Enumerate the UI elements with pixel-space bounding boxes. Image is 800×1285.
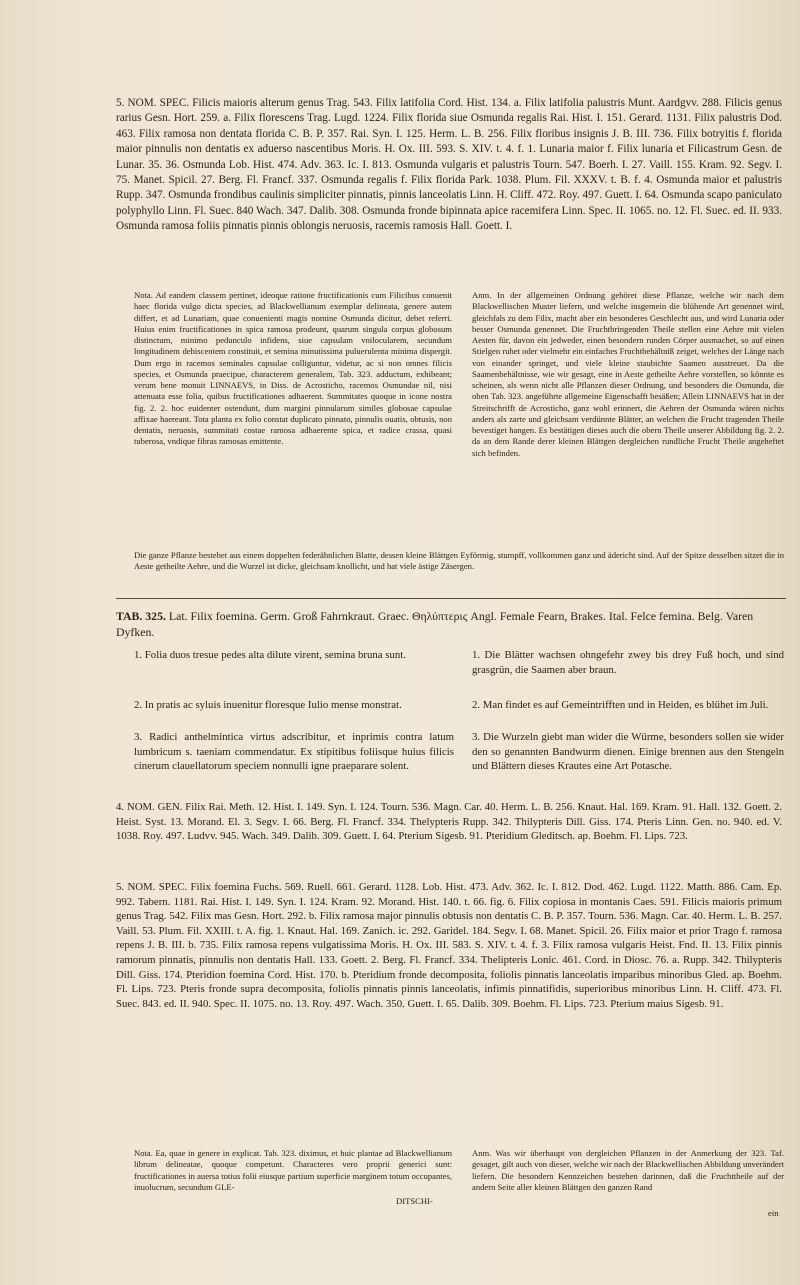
tab-names: Lat. Filix foemina. Germ. Groß Fahrnkraut. Graec. Θηλύπτερις Angl. Female Fearn, Brakes. Ital. Felce femina. Belg. Varen Dyfken. [116, 609, 754, 639]
section-divider [116, 598, 786, 599]
catchword-german: ein [768, 1208, 779, 1218]
nom-gen-filix: 4. NOM. GEN. Filix Rai. Meth. 12. Hist. I. 149. Syn. I. 124. Tourn. 536. Magn. Car. 40. Herm. L. B. 256. Knaut. Hal. 169. Kram. 91. Hall. 132. Goett. 2. Heist. Syst. 13. Morand. El. 3. Segv. I. 66. Berg. Fl. Francf. 334. Thelypteris Rupp. 342. Thilypteris Dill. Giss. 174. Pteris Linn. Gen. no. 940. ed. V. 1038. Roy. 497. Ludvv. 945. Wach. 349. Dalib. 309. Guett. I. 64. Pterium Sigesb. 91. Pteridium Gleditsch. ap. Boehm. Fl. Lips. 723. [116, 801, 782, 843]
item-1-german: 1. Die Blätter wachsen ohngefehr zwey bis drey Fuß hoch, und sind grasgrün, die Saamen aber braun. [472, 649, 784, 676]
item-1-latin: 1. Folia duos tresue pedes alta dilute virent, semina bruna sunt. [134, 649, 406, 661]
catchword-latin: DITSCHI- [396, 1196, 433, 1206]
tab-label: TAB. 325. [116, 609, 166, 623]
item-2-latin: 2. In pratis ac syluis inuenitur floresque Iulio mense monstrat. [134, 699, 402, 711]
anmerkung-german-filix: Anm. Was wir überhaupt von dergleichen Pflanzen in der Anmerkung der 323. Taf. gesaget, gilt auch von dieser, welche wir nach der Blackwellischen Abbildung unverändert liefern. Die besondern Kennzeichen bestehen darinnen, daß die Fruchttheile auf der andern Seite aller kleinen Blättgen den ganzen Rand [472, 1148, 784, 1192]
item-3-german: 3. Die Wurzeln giebt man wider die Würme, besonders sollen sie wider den so genannten Bandwurm dienen. Einige brennen aus den Stengeln und Blättern dieses Krautes eine Art Potasche. [472, 731, 784, 773]
item-2-german: 2. Man findet es auf Gemeintrifften und in Heiden, es blühet im Juli. [472, 699, 769, 711]
nota-latin-osmunda: Nota. Ad eandem classem pertinet, ideoque ratione fructificationis cum Filicibus conuenit haec florida vulgo dicta species, ad Blackwellianum exemplar delineata, genere autem differt, et ad Lunariam, quae conuenienti magis nomine Osmunda dicitur, debet referri. Huius enim fructificationes in spica ramosa prodeunt, quarum singula corpus globosum distinctum, minimo pedunculo infidens, siue capsulam vnilocularem, secundum longitudinem dehiscentem constituit, et semina minutissima puluerulenta minima dispergit. Dum ergo in racemos seminales capsulae colliguntur, videtur, ac si non omnes filicis species, et Osmunda praecipue, characterem generalem, Tab. 323. adductum, exhibeant; verum bene monuit LINNAEVS, in Diss. de Acrosticho, racemos Osmundae nil, nisi attenuata esse folia, quibus fructificationes adhaerent. Summitates quoque in icone nostra fig. 2. 2. hoc euidenter ostendunt, dum margini pinnularum similes globosae capsulae affixae haereant. Tota planta ex folio constat duplicato pinnato, pinnulis ouatis, obtusis, non dentatis, neruosis, summitati costae ramosa adhaerente spica, et radice crassa, quasi tuberosa, vndique fibras ramosas emittente. [134, 290, 452, 447]
anmerkung-german-continued: Die ganze Pflanze bestehet aus einem doppelten federähnlichen Blatte, dessen kleine Blättgen Eyförmig, stumpff, vollkommen ganz und ädericht sind. Auf der Spitze desselben sitzet die in Aeste getheilte Aehre, und die Wurzel ist dicke, gleichsam knollicht, und hat viele ästige Zäsergen. [134, 550, 784, 572]
tab-325-heading [116, 608, 786, 640]
anmerkung-german-osmunda: Anm. In der allgemeinen Ordnung gehöret diese Pflanze, welche wir nach dem Blackwellischen Muster liefern, und welche insgemein die blühende Art genennet wird, gleichfals zu dem Filix, macht aber ein besonderes Geschlecht aus, und wird Lunaria oder besser Osmunda genennet. Die Fruchtbringenden Theile stellen eine Aehre mit vielen Aesten für, davon ein jedweder, einen besondern runden Cörper ausmachet, so auf einen Stielgen ruhet oder vielmehr ein einfaches Fruchtbehältniß zeiget, welches der Länge nach von einander springet, und viele kleine staubichte Saamen ausstreuet. Da die Saamenbehältnisse, wie wir gesagt, eine in Aeste getheilte Aehre vorstellen, so könnte es scheinen, als wenn nicht alle Pflanzen dieser Ordnung, und besonders die Osmunda, die oben Tab. 323. angeführte allgemeine Eigenschafft besäßen; Allein LINNAEVS hat in der Streitschrifft de Acrosticho, ganz wohl erinnert, die Aehren der Osmunda wären nichts anders als zarte und gleichsam verdünnte Blätter, an welchen die Frucht tragenden Theile bevestiget hangen. Es bestätigen dieses auch die obern Theile unserer Abbildung fig. 2. 2. da an dem Rande derer kleinen Blättgen dergleichen rundliche Frucht Theile angeheftet sich befinden. [472, 290, 784, 458]
nom-spec-osmunda: 5. NOM. SPEC. Filicis maioris alterum genus Trag. 543. Filix latifolia Cord. Hist. 134. a. Filix latifolia palustris Munt. Aardgvv. 288. Filicis genus rarius Gesn. Hort. 259. a. Filix florescens Trag. Lugd. 1224. Filix florida siue Osmunda regalis Rai. Hist. I. 151. Gerard. 1131. Filix palustris Dod. 463. Filix ramosa non dentata florida C. B. P. 357. Rai. Syn. I. 125. Herm. L. B. 256. Filix floribus insignis J. B. III. 736. Filix botryitis f. florida maior pinnulis non dentatis ex aduerso nascentibus Moris. H. Ox. III. 593. S. XIV. t. 4. f. 1. Lunaria maior f. Filix lunaria et Filicastrum Gesn. de Lunar. 35. 36. Osmunda Lob. Hist. 474. Adv. 363. Ic. I. 813. Osmunda vulgaris et palustris Tourn. 547. Boerh. I. 27. Vaill. 155. Kram. 92. Segv. I. 75. Manet. Spicil. 27. Berg. Fl. Francf. 337. Osmunda regalis f. Filix florida Park. 1038. Plum. Fil. XXXV. t. B. f. 4. Osmunda maior et palustris Rupp. 347. Osmunda frondibus caulinis simpliciter pinnatis, pinnis lanceolatis Linn. H. Cliff. 472. Roy. 497. Guett. I. 64. Osmunda scapo paniculato polyphyllo Linn. Fl. Suec. 840 Wach. 347. Dalib. 308. Osmunda fronde bipinnata apice racemifera Linn. Spec. II. 1065. no. 12. Fl. Suec. ed. II. 933. Osmunda ramosa foliis pinnatis pinnis oblongis neruosis, racemis ramosis Hall. Goett. I. [116, 97, 782, 233]
nom-spec-filix-foemina: 5. NOM. SPEC. Filix foemina Fuchs. 569. Ruell. 661. Gerard. 1128. Lob. Hist. 473. Adv. 362. Ic. I. 812. Dod. 462. Lugd. 1122. Matth. 886. Cam. Ep. 992. Tabern. 1181. Rai. Hist. I. 149. Syn. I. 124. Kram. 92. Morand. Hist. 140. t. 66. fig. 6. Filix copiosa in montanis Caes. 591. Filicis maioris primum genus Trag. 542. Filix mas Gesn. Hort. 292. b. Filix ramosa major pinnulis obtusis non dentatis C. B. P. 357. Tourn. 536. Magn. Car. 40. Herm. L. B. 257. Vaill. 53. Plum. Fil. XXIII. t. A. fig. 1. Knaut. Hal. 169. Zanich. ic. 292. Garidel. 184. Segv. I. 68. Manet. Spicil. 26. Filix maior et prior Trago f. ramosa repens J. B. III. b. 735. Filix ramosa repens vulgatissima Moris. H. Ox. III. 583. S. XIV. t. 4. f. 3. Filix ramosa vulgaris Heist. Fnd. II. 13. Filix pinnis ramorum pinnatis, pinnulis non dentatis Hall. 133. Goett. 2. Berg. Fl. Francf. 334. Thelipteris Lonic. 461. Cord. in Diosc. 76. a. Rupp. 342. Thilypteris Dill. Giss. 174. Pteridion foemina Cord. Hist. 170. b. Pteridium fronde decomposita, foliolis pinnatis lanceolatis imparibus minoribus Gled. ap. Boehm. Fl. Lips. 723. Pteris fronde supra decomposita, foliolis pinnatis pinnis lanceolatis, infimis pinnatifidis, superioribus minoribus Linn. H. Cliff. 473. Fl. Suec. 843. ed. II. 940. Spec. II. 1075. no. 13. Roy. 497. Wach. 350. Guett. I. 65. Dalib. 309. Boehm. Fl. Lips. 723. Pterium maius Sigesb. 91. [116, 881, 782, 1010]
item-3-latin: 3. Radici anthelmintica virtus adscribitur, et inprimis contra latum lumbricum s. taeniam commendatur. Ex stipitibus foliisque huius filicis cinerum clauellatorum speciem nonnulli igne praeparare solent. [134, 731, 454, 773]
nota-latin-filix: Nota. Ea, quae in genere in explicat. Tab. 323. diximus, et huic plantae ad Blackwellianum librum delineatae, quoque competunt. Characteres vero proprii generici sunt: fructificationes in auersa totius folii eiusque partium superficie marginem totum occupantes, inuolucrum, secundum GLE- [134, 1148, 452, 1192]
